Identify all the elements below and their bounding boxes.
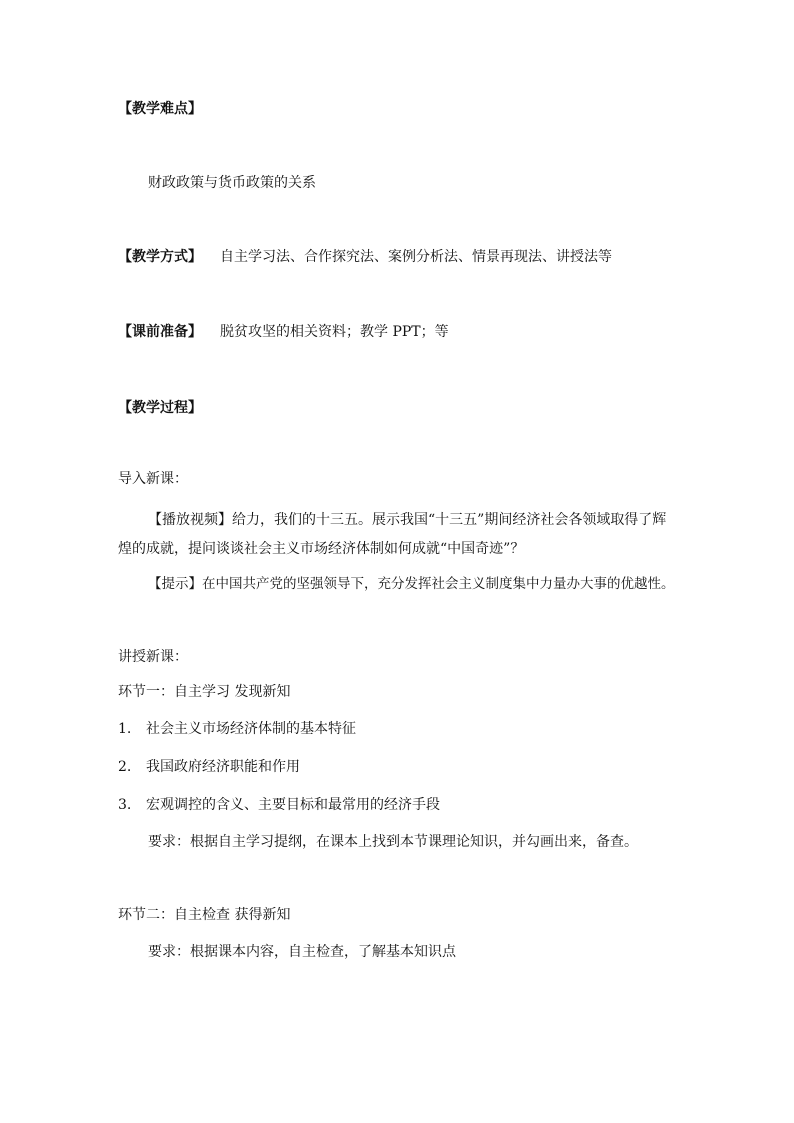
lecture-heading: 讲授新课： <box>118 649 188 665</box>
difficulty-content: 财政政策与货币政策的关系 <box>148 175 316 191</box>
intro-video-line1: 【播放视频】给力，我们的十三五。展示我国“十三五”期间经济社会各领域取得了辉 <box>148 512 667 528</box>
difficulty-heading: 【教学难点】 <box>118 101 202 117</box>
prep-row <box>118 323 449 341</box>
section2-requirement: 要求：根据课本内容，自主检查，了解基本知识点 <box>148 944 456 960</box>
prep-content: 脱贫攻坚的相关资料；教学 PPT；等 <box>220 324 449 340</box>
section1-requirement: 要求：根据自主学习提纲，在课本上找到本节课理论知识，并勾画出来，备查。 <box>148 834 638 850</box>
intro-video-line2: 煌的成就，提问谈谈社会主义市场经济体制如何成就“中国奇迹”？ <box>118 541 525 557</box>
method-content: 自主学习法、合作探究法、案例分析法、情景再现法、讲授法等 <box>220 249 612 265</box>
list-item <box>118 796 440 814</box>
method-row <box>118 248 612 266</box>
method-heading: 【教学方式】 <box>118 249 202 265</box>
list-item-text: 我国政府经济职能和作用 <box>146 759 300 775</box>
list-item <box>118 758 300 776</box>
intro-heading: 导入新课： <box>118 471 188 487</box>
section1-title: 环节一：自主学习 发现新知 <box>118 684 291 700</box>
section2-title: 环节二：自主检查 获得新知 <box>118 907 291 923</box>
prep-heading: 【课前准备】 <box>118 324 202 340</box>
intro-hint: 【提示】在中国共产党的坚强领导下，充分发挥社会主义制度集中力量办大事的优越性。 <box>148 576 675 592</box>
list-item-number: 1. <box>118 721 132 737</box>
process-heading: 【教学过程】 <box>118 400 202 416</box>
list-item-number: 3. <box>118 797 132 813</box>
list-item <box>118 720 356 738</box>
list-item-number: 2. <box>118 759 132 775</box>
list-item-text: 宏观调控的含义、主要目标和最常用的经济手段 <box>146 797 440 813</box>
list-item-text: 社会主义市场经济体制的基本特征 <box>146 721 356 737</box>
